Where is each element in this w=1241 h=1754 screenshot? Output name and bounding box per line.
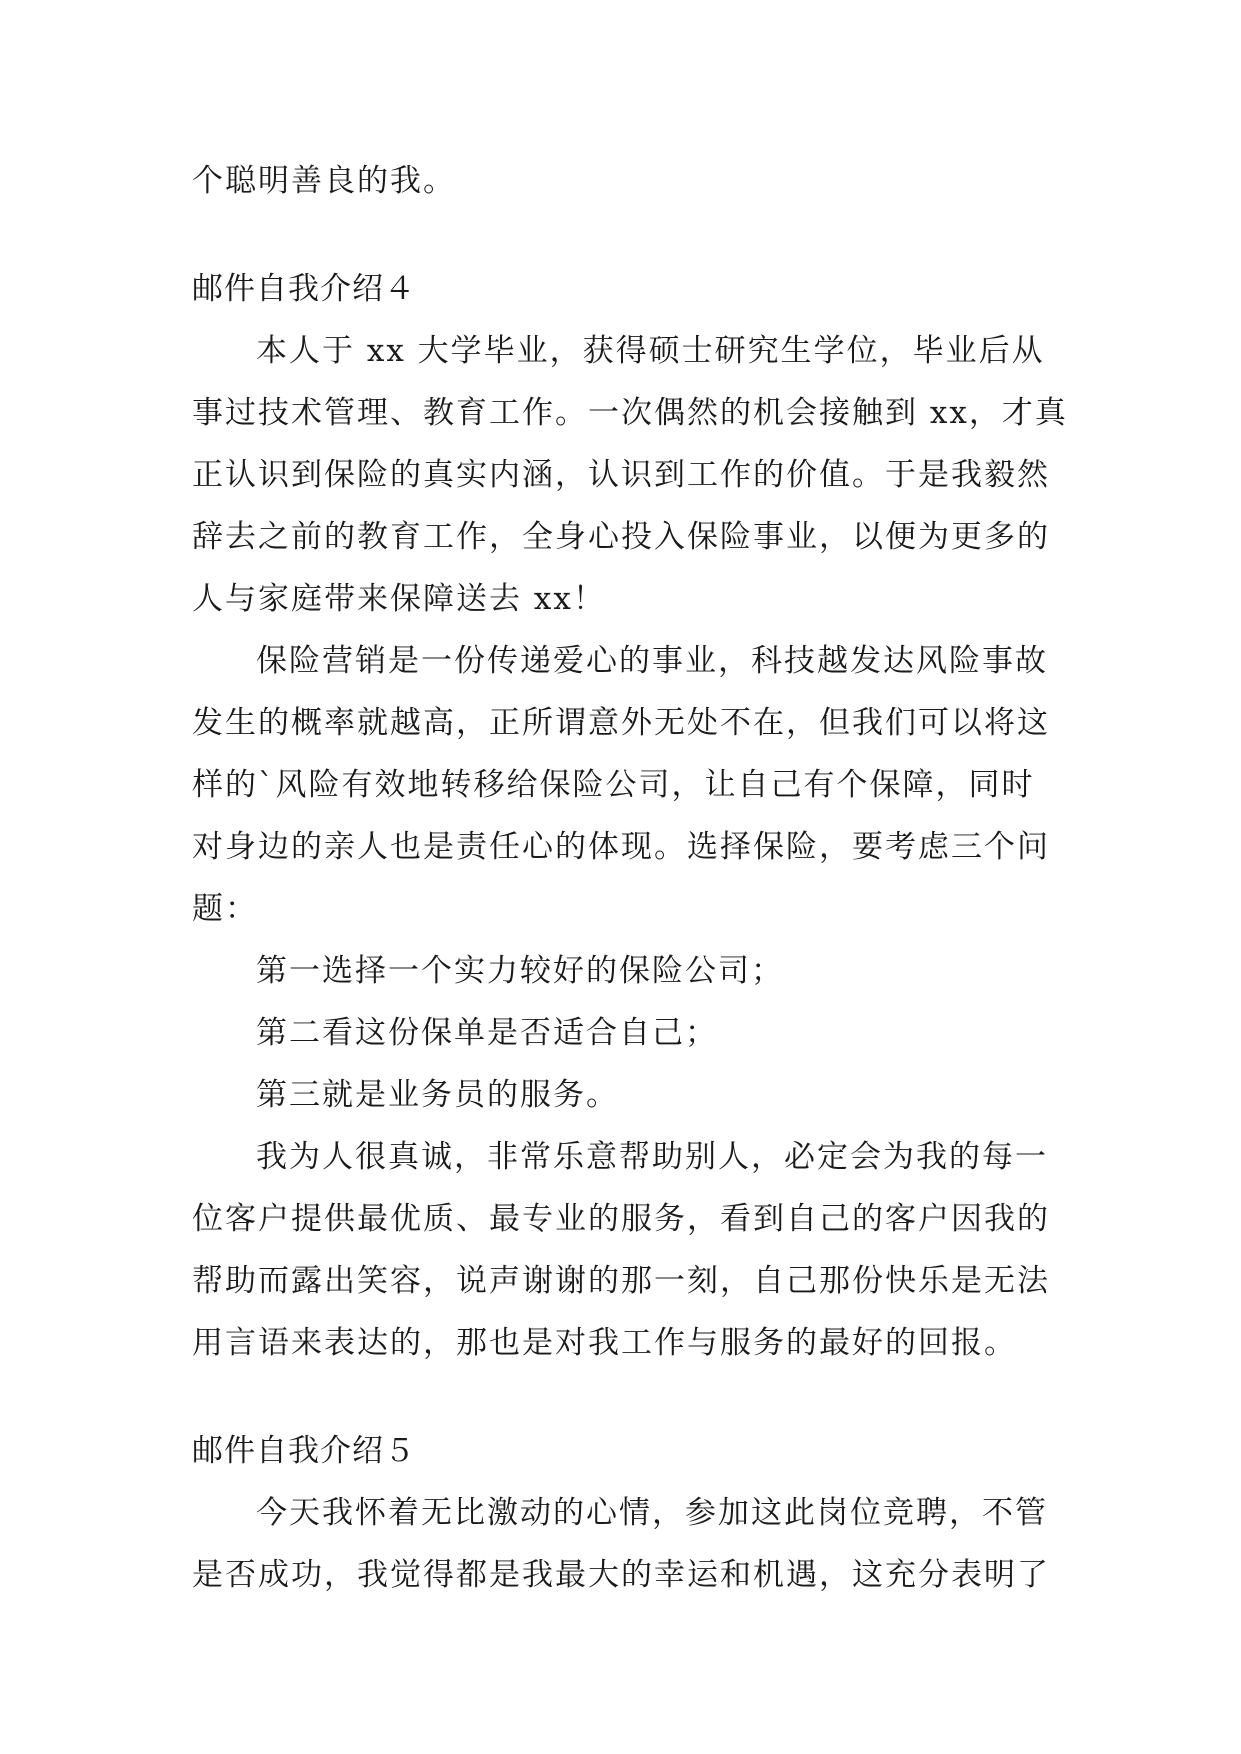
paragraph-line: 位客户提供最优质、最专业的服务，看到自己的客户因我的	[192, 1201, 1050, 1237]
paragraph-line: 是否成功，我觉得都是我最大的幸运和机遇，这充分表明了	[192, 1557, 1050, 1593]
paragraph-line: 样的`风险有效地转移给保险公司，让自己有个保障，同时	[192, 767, 1035, 803]
paragraph-line: 用言语来表达的，那也是对我工作与服务的最好的回报。	[192, 1325, 1017, 1361]
continuation-line: 个聪明善良的我。	[192, 163, 456, 199]
paragraph-line: 人与家庭带来保障送去 xx！	[192, 581, 606, 617]
section-5-paragraph-1	[192, 1482, 1052, 1606]
paragraph-line: 我为人很真诚，非常乐意帮助别人，必定会为我的每一	[256, 1139, 1048, 1175]
paragraph-line: 正认识到保险的真实内涵，认识到工作的价值。于是我毅然	[192, 457, 1050, 493]
section-gap	[192, 1374, 1052, 1420]
paragraph-line: 对身边的亲人也是责任心的体现。选择保险，要考虑三个问	[192, 829, 1050, 865]
paragraph-line: 本人于 xx 大学毕业，获得硕士研究生学位，毕业后从	[256, 333, 1045, 369]
paragraph-line: 题：	[192, 891, 258, 927]
list-item-2: 第二看这份保单是否适合自己；	[256, 1015, 718, 1051]
document-page	[192, 150, 1068, 1606]
section-4-paragraph-1	[192, 320, 1068, 630]
section-gap	[192, 212, 1052, 258]
paragraph-line: 事过技术管理、教育工作。一次偶然的机会接触到 xx，才真	[192, 395, 1068, 431]
paragraph-line: 辞去之前的教育工作，全身心投入保险事业，以便为更多的	[192, 519, 1050, 555]
paragraph-line: 帮助而露出笑容，说声谢谢的那一刻，自己那份快乐是无法	[192, 1263, 1050, 1299]
section-4-paragraph-2	[192, 630, 1052, 940]
paragraph-line: 发生的概率就越高，正所谓意外无处不在，但我们可以将这	[192, 705, 1050, 741]
section-4-paragraph-3	[192, 1126, 1052, 1374]
list-item-3: 第三就是业务员的服务。	[256, 1077, 619, 1113]
paragraph-line: 保险营销是一份传递爱心的事业，科技越发达风险事故	[256, 643, 1048, 679]
section-5-heading: 邮件自我介绍５	[192, 1433, 416, 1469]
list-item-1: 第一选择一个实力较好的保险公司；	[256, 953, 784, 989]
section-4-heading: 邮件自我介绍４	[192, 271, 416, 307]
paragraph-line: 今天我怀着无比激动的心情，参加这此岗位竞聘，不管	[256, 1495, 1048, 1531]
